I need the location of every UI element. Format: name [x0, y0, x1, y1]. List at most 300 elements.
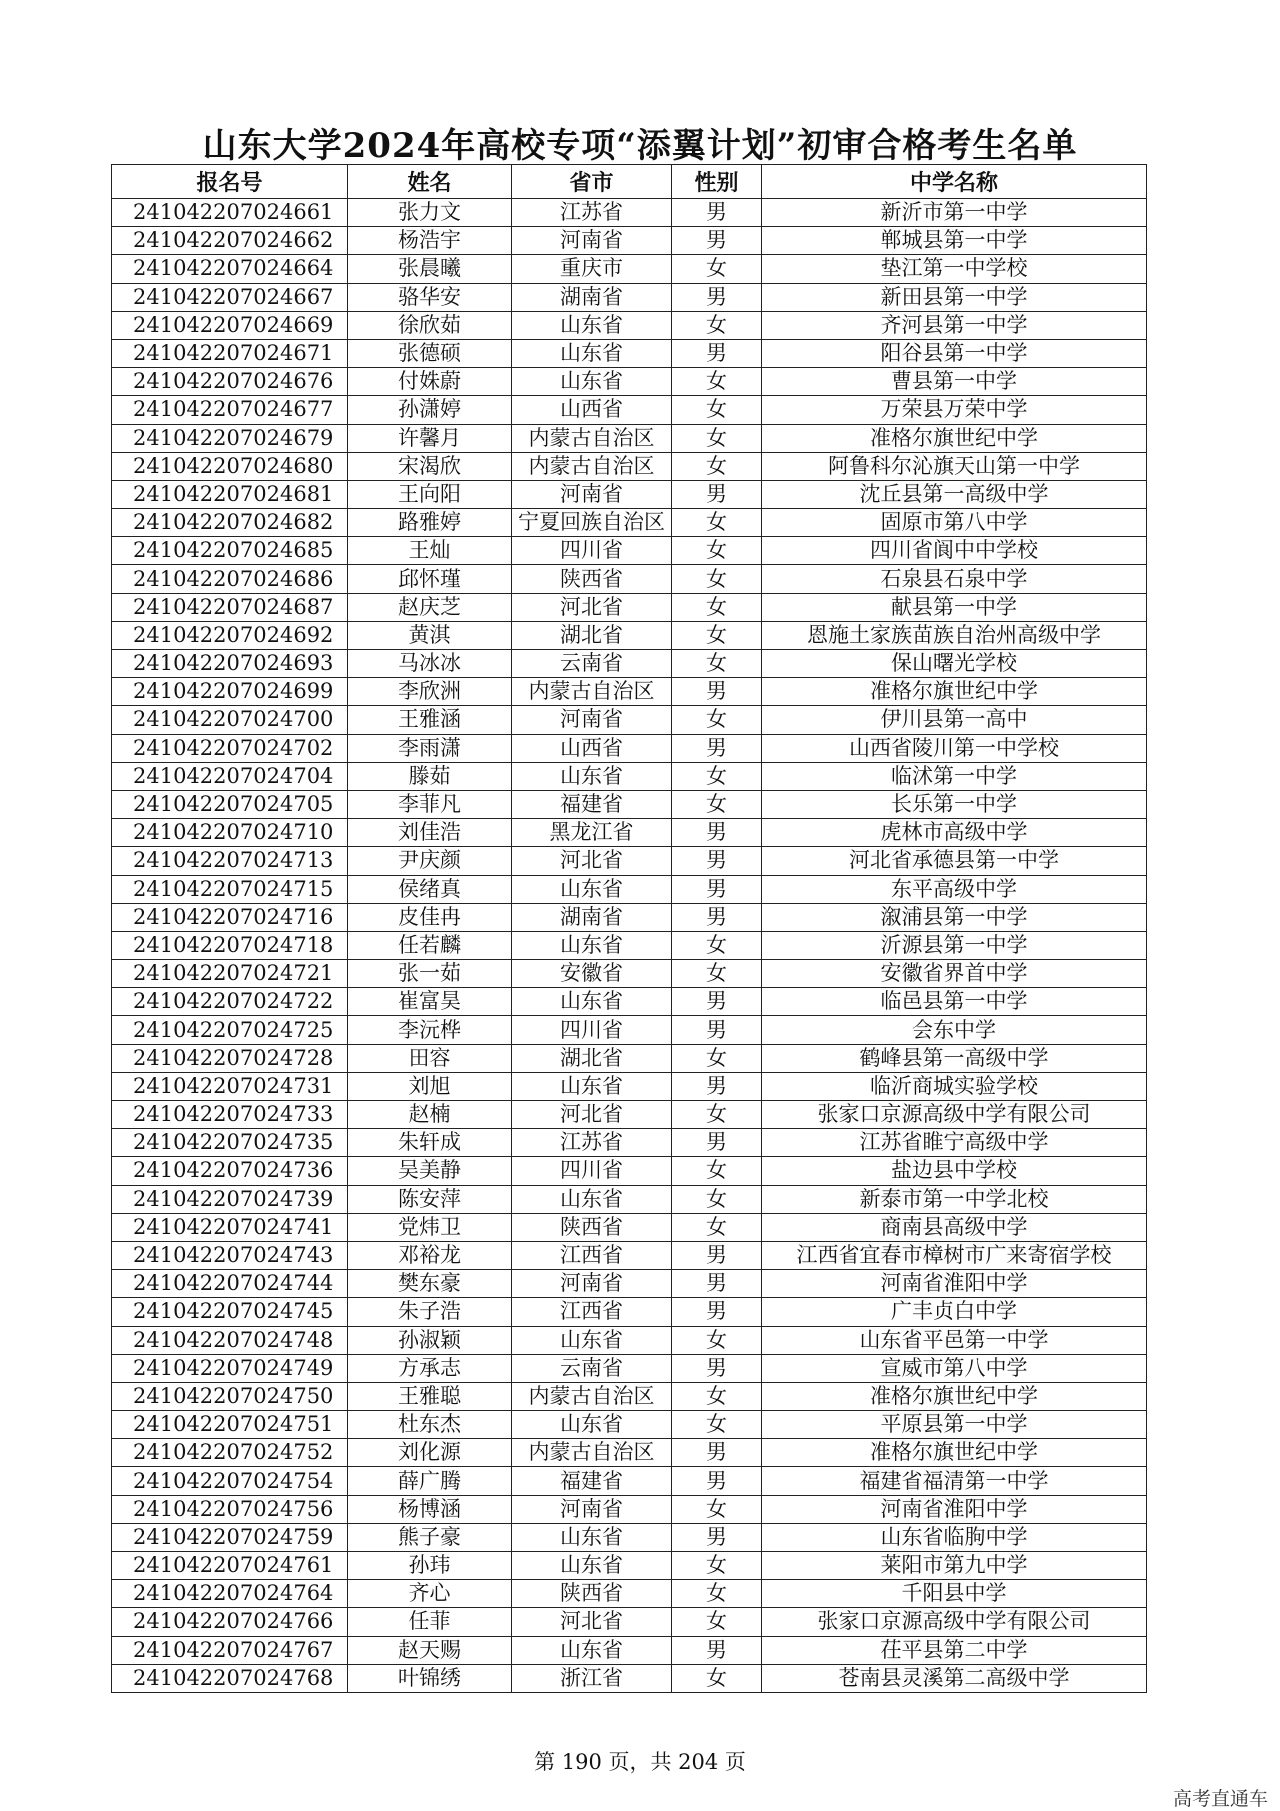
student-name-cell: 滕茹	[348, 762, 512, 790]
gender-cell: 男	[672, 227, 762, 255]
registration-number-cell: 241042207024754	[112, 1467, 348, 1495]
student-name-cell: 熊子豪	[348, 1523, 512, 1551]
student-name-cell: 李沅桦	[348, 1016, 512, 1044]
registration-number-cell: 241042207024667	[112, 283, 348, 311]
registration-number-cell: 241042207024741	[112, 1213, 348, 1241]
school-name-cell: 鹤峰县第一高级中学	[762, 1044, 1147, 1072]
registration-number-cell: 241042207024710	[112, 819, 348, 847]
watermark: 高考直通车	[1172, 1788, 1268, 1810]
gender-cell: 女	[672, 1213, 762, 1241]
student-name-cell: 张力文	[348, 199, 512, 227]
table-row	[112, 339, 1147, 367]
table-row	[112, 227, 1147, 255]
province-cell: 山东省	[512, 1185, 672, 1213]
registration-number-cell: 241042207024699	[112, 678, 348, 706]
student-name-cell: 任若麟	[348, 931, 512, 959]
gender-cell: 女	[672, 650, 762, 678]
gender-cell: 男	[672, 988, 762, 1016]
gender-cell: 女	[672, 424, 762, 452]
school-name-cell: 沂源县第一中学	[762, 931, 1147, 959]
school-name-cell: 茌平县第二中学	[762, 1636, 1147, 1664]
province-cell: 山东省	[512, 1636, 672, 1664]
student-name-cell: 付姝蔚	[348, 368, 512, 396]
registration-number-cell: 241042207024702	[112, 734, 348, 762]
province-cell: 陕西省	[512, 1580, 672, 1608]
registration-number-cell: 241042207024693	[112, 650, 348, 678]
school-name-cell: 虎林市高级中学	[762, 819, 1147, 847]
student-name-cell: 杨浩宇	[348, 227, 512, 255]
school-name-cell: 莱阳市第九中学	[762, 1552, 1147, 1580]
table-row	[112, 1185, 1147, 1213]
province-cell: 河南省	[512, 706, 672, 734]
province-cell: 内蒙古自治区	[512, 1439, 672, 1467]
student-name-cell: 杨博涵	[348, 1495, 512, 1523]
school-name-cell: 新田县第一中学	[762, 283, 1147, 311]
province-cell: 湖北省	[512, 621, 672, 649]
registration-number-cell: 241042207024759	[112, 1523, 348, 1551]
table-row	[112, 931, 1147, 959]
gender-cell: 男	[672, 1636, 762, 1664]
school-name-cell: 准格尔旗世纪中学	[762, 1382, 1147, 1410]
province-cell: 陕西省	[512, 565, 672, 593]
student-name-cell: 黄淇	[348, 621, 512, 649]
registration-number-cell: 241042207024713	[112, 847, 348, 875]
registration-number-cell: 241042207024725	[112, 1016, 348, 1044]
student-name-cell: 孙玮	[348, 1552, 512, 1580]
student-name-cell: 齐心	[348, 1580, 512, 1608]
province-cell: 河北省	[512, 847, 672, 875]
province-cell: 山东省	[512, 931, 672, 959]
table-row	[112, 819, 1147, 847]
table-row	[112, 1664, 1147, 1692]
gender-cell: 男	[672, 1270, 762, 1298]
province-cell: 内蒙古自治区	[512, 1382, 672, 1410]
gender-cell: 女	[672, 1101, 762, 1129]
table-row	[112, 593, 1147, 621]
student-name-cell: 刘化源	[348, 1439, 512, 1467]
gender-cell: 男	[672, 734, 762, 762]
province-cell: 内蒙古自治区	[512, 678, 672, 706]
gender-cell: 女	[672, 960, 762, 988]
table-row	[112, 960, 1147, 988]
school-name-cell: 溆浦县第一中学	[762, 903, 1147, 931]
registration-number-cell: 241042207024728	[112, 1044, 348, 1072]
student-name-cell: 皮佳冉	[348, 903, 512, 931]
gender-cell: 女	[672, 621, 762, 649]
province-cell: 山东省	[512, 311, 672, 339]
student-name-cell: 邓裕龙	[348, 1241, 512, 1269]
province-cell: 山东省	[512, 988, 672, 1016]
table-row	[112, 847, 1147, 875]
gender-cell: 女	[672, 509, 762, 537]
school-name-cell: 河北省承德县第一中学	[762, 847, 1147, 875]
province-cell: 山东省	[512, 339, 672, 367]
school-name-cell: 福建省福清第一中学	[762, 1467, 1147, 1495]
school-name-cell: 阳谷县第一中学	[762, 339, 1147, 367]
school-name-cell: 沈丘县第一高级中学	[762, 480, 1147, 508]
school-name-cell: 宣威市第八中学	[762, 1354, 1147, 1382]
table-row	[112, 762, 1147, 790]
gender-cell: 男	[672, 339, 762, 367]
column-header-gender: 性别	[672, 165, 762, 199]
province-cell: 四川省	[512, 1016, 672, 1044]
table-row	[112, 1439, 1147, 1467]
gender-cell: 女	[672, 452, 762, 480]
school-name-cell: 准格尔旗世纪中学	[762, 424, 1147, 452]
table-row	[112, 565, 1147, 593]
gender-cell: 女	[672, 311, 762, 339]
school-name-cell: 固原市第八中学	[762, 509, 1147, 537]
registration-number-cell: 241042207024682	[112, 509, 348, 537]
table-row	[112, 1495, 1147, 1523]
gender-cell: 女	[672, 1326, 762, 1354]
registration-number-cell: 241042207024764	[112, 1580, 348, 1608]
table-row	[112, 903, 1147, 931]
registration-number-cell: 241042207024662	[112, 227, 348, 255]
table-row	[112, 1411, 1147, 1439]
gender-cell: 女	[672, 565, 762, 593]
province-cell: 湖南省	[512, 903, 672, 931]
province-cell: 四川省	[512, 1157, 672, 1185]
province-cell: 山东省	[512, 1326, 672, 1354]
registration-number-cell: 241042207024681	[112, 480, 348, 508]
registration-number-cell: 241042207024700	[112, 706, 348, 734]
column-header-school: 中学名称	[762, 165, 1147, 199]
province-cell: 山东省	[512, 875, 672, 903]
province-cell: 内蒙古自治区	[512, 452, 672, 480]
gender-cell: 女	[672, 931, 762, 959]
table-row	[112, 1298, 1147, 1326]
registration-number-cell: 241042207024669	[112, 311, 348, 339]
registration-number-cell: 241042207024692	[112, 621, 348, 649]
table-row	[112, 1241, 1147, 1269]
school-name-cell: 临沂商城实验学校	[762, 1072, 1147, 1100]
registration-number-cell: 241042207024677	[112, 396, 348, 424]
page-number: 第 190 页，共 204 页	[534, 1750, 746, 1774]
student-name-cell: 朱子浩	[348, 1298, 512, 1326]
school-name-cell: 盐边县中学校	[762, 1157, 1147, 1185]
student-name-cell: 孙淑颖	[348, 1326, 512, 1354]
registration-number-cell: 241042207024679	[112, 424, 348, 452]
school-name-cell: 张家口京源高级中学有限公司	[762, 1101, 1147, 1129]
table-row	[112, 1608, 1147, 1636]
gender-cell: 女	[672, 1382, 762, 1410]
province-cell: 河南省	[512, 227, 672, 255]
student-name-cell: 邱怀瑾	[348, 565, 512, 593]
registration-number-cell: 241042207024745	[112, 1298, 348, 1326]
student-name-cell: 许馨月	[348, 424, 512, 452]
gender-cell: 女	[672, 1608, 762, 1636]
student-name-cell: 马冰冰	[348, 650, 512, 678]
table-row	[112, 255, 1147, 283]
student-name-cell: 杜东杰	[348, 1411, 512, 1439]
school-name-cell: 新泰市第一中学北校	[762, 1185, 1147, 1213]
student-name-cell: 张德硕	[348, 339, 512, 367]
province-cell: 河南省	[512, 1270, 672, 1298]
gender-cell: 男	[672, 1241, 762, 1269]
province-cell: 江西省	[512, 1298, 672, 1326]
student-name-cell: 路雅婷	[348, 509, 512, 537]
school-name-cell: 东平高级中学	[762, 875, 1147, 903]
school-name-cell: 齐河县第一中学	[762, 311, 1147, 339]
registration-number-cell: 241042207024749	[112, 1354, 348, 1382]
gender-cell: 女	[672, 368, 762, 396]
student-name-cell: 刘旭	[348, 1072, 512, 1100]
gender-cell: 女	[672, 255, 762, 283]
school-name-cell: 献县第一中学	[762, 593, 1147, 621]
province-cell: 云南省	[512, 1354, 672, 1382]
province-cell: 安徽省	[512, 960, 672, 988]
gender-cell: 女	[672, 1044, 762, 1072]
province-cell: 内蒙古自治区	[512, 424, 672, 452]
student-name-cell: 田容	[348, 1044, 512, 1072]
school-name-cell: 张家口京源高级中学有限公司	[762, 1608, 1147, 1636]
gender-cell: 女	[672, 1495, 762, 1523]
school-name-cell: 会东中学	[762, 1016, 1147, 1044]
registration-number-cell: 241042207024671	[112, 339, 348, 367]
school-name-cell: 安徽省界首中学	[762, 960, 1147, 988]
registration-number-cell: 241042207024676	[112, 368, 348, 396]
school-name-cell: 苍南县灵溪第二高级中学	[762, 1664, 1147, 1692]
province-cell: 江苏省	[512, 199, 672, 227]
gender-cell: 女	[672, 1157, 762, 1185]
student-name-cell: 叶锦绣	[348, 1664, 512, 1692]
province-cell: 山西省	[512, 396, 672, 424]
school-name-cell: 郸城县第一中学	[762, 227, 1147, 255]
registration-number-cell: 241042207024735	[112, 1129, 348, 1157]
province-cell: 山西省	[512, 734, 672, 762]
province-cell: 宁夏回族自治区	[512, 509, 672, 537]
registration-number-cell: 241042207024715	[112, 875, 348, 903]
province-cell: 河北省	[512, 593, 672, 621]
student-name-cell: 王向阳	[348, 480, 512, 508]
registration-number-cell: 241042207024767	[112, 1636, 348, 1664]
student-name-cell: 朱轩成	[348, 1129, 512, 1157]
registration-number-cell: 241042207024661	[112, 199, 348, 227]
student-name-cell: 薛广腾	[348, 1467, 512, 1495]
registration-number-cell: 241042207024744	[112, 1270, 348, 1298]
gender-cell: 女	[672, 1552, 762, 1580]
table-row	[112, 1101, 1147, 1129]
province-cell: 四川省	[512, 537, 672, 565]
table-row	[112, 1016, 1147, 1044]
province-cell: 河南省	[512, 480, 672, 508]
registration-number-cell: 241042207024686	[112, 565, 348, 593]
gender-cell: 男	[672, 678, 762, 706]
school-name-cell: 江苏省睢宁高级中学	[762, 1129, 1147, 1157]
school-name-cell: 山东省临朐中学	[762, 1523, 1147, 1551]
province-cell: 山东省	[512, 1523, 672, 1551]
province-cell: 福建省	[512, 1467, 672, 1495]
gender-cell: 男	[672, 480, 762, 508]
table-row	[112, 706, 1147, 734]
registration-number-cell: 241042207024743	[112, 1241, 348, 1269]
gender-cell: 男	[672, 1439, 762, 1467]
school-name-cell: 曹县第一中学	[762, 368, 1147, 396]
school-name-cell: 临沭第一中学	[762, 762, 1147, 790]
school-name-cell: 临邑县第一中学	[762, 988, 1147, 1016]
student-name-cell: 陈安萍	[348, 1185, 512, 1213]
registration-number-cell: 241042207024750	[112, 1382, 348, 1410]
table-row	[112, 1636, 1147, 1664]
registration-number-cell: 241042207024739	[112, 1185, 348, 1213]
school-name-cell: 平原县第一中学	[762, 1411, 1147, 1439]
school-name-cell: 阿鲁科尔沁旗天山第一中学	[762, 452, 1147, 480]
registration-number-cell: 241042207024718	[112, 931, 348, 959]
school-name-cell: 四川省阆中中学校	[762, 537, 1147, 565]
school-name-cell: 长乐第一中学	[762, 790, 1147, 818]
table-row	[112, 650, 1147, 678]
gender-cell: 男	[672, 199, 762, 227]
gender-cell: 男	[672, 1129, 762, 1157]
province-cell: 山东省	[512, 1552, 672, 1580]
province-cell: 黑龙江省	[512, 819, 672, 847]
table-row	[112, 1354, 1147, 1382]
school-name-cell: 伊川县第一高中	[762, 706, 1147, 734]
student-name-cell: 张一茹	[348, 960, 512, 988]
province-cell: 浙江省	[512, 1664, 672, 1692]
gender-cell: 男	[672, 1072, 762, 1100]
gender-cell: 女	[672, 706, 762, 734]
registration-number-cell: 241042207024722	[112, 988, 348, 1016]
province-cell: 山东省	[512, 1411, 672, 1439]
province-cell: 山东省	[512, 368, 672, 396]
student-name-cell: 吴美静	[348, 1157, 512, 1185]
table-row	[112, 452, 1147, 480]
table-row	[112, 424, 1147, 452]
table-row	[112, 537, 1147, 565]
roster-table	[111, 164, 1147, 1693]
registration-number-cell: 241042207024680	[112, 452, 348, 480]
registration-number-cell: 241042207024731	[112, 1072, 348, 1100]
gender-cell: 女	[672, 537, 762, 565]
registration-number-cell: 241042207024768	[112, 1664, 348, 1692]
province-cell: 福建省	[512, 790, 672, 818]
school-name-cell: 万荣县万荣中学	[762, 396, 1147, 424]
province-cell: 山东省	[512, 762, 672, 790]
table-row	[112, 199, 1147, 227]
province-cell: 河南省	[512, 1495, 672, 1523]
student-name-cell: 赵庆芝	[348, 593, 512, 621]
roster-body	[112, 199, 1147, 1693]
student-name-cell: 王灿	[348, 537, 512, 565]
table-row	[112, 621, 1147, 649]
registration-number-cell: 241042207024721	[112, 960, 348, 988]
table-row	[112, 368, 1147, 396]
table-row	[112, 734, 1147, 762]
school-name-cell: 河南省淮阳中学	[762, 1270, 1147, 1298]
gender-cell: 男	[672, 1354, 762, 1382]
gender-cell: 男	[672, 819, 762, 847]
table-row	[112, 678, 1147, 706]
gender-cell: 男	[672, 1467, 762, 1495]
gender-cell: 男	[672, 1523, 762, 1551]
student-name-cell: 李欣洲	[348, 678, 512, 706]
school-name-cell: 恩施土家族苗族自治州高级中学	[762, 621, 1147, 649]
student-name-cell: 党炜卫	[348, 1213, 512, 1241]
table-row	[112, 1044, 1147, 1072]
header-row	[112, 165, 1147, 199]
table-row	[112, 1072, 1147, 1100]
registration-number-cell: 241042207024736	[112, 1157, 348, 1185]
table-row	[112, 311, 1147, 339]
province-cell: 湖北省	[512, 1044, 672, 1072]
student-name-cell: 孙潇婷	[348, 396, 512, 424]
table-row	[112, 1552, 1147, 1580]
student-name-cell: 李菲凡	[348, 790, 512, 818]
student-name-cell: 崔富昊	[348, 988, 512, 1016]
table-row	[112, 1382, 1147, 1410]
column-header-registration-number: 报名号	[112, 165, 348, 199]
table-row	[112, 1580, 1147, 1608]
school-name-cell: 河南省淮阳中学	[762, 1495, 1147, 1523]
gender-cell: 男	[672, 847, 762, 875]
table-row	[112, 509, 1147, 537]
gender-cell: 女	[672, 1664, 762, 1692]
registration-number-cell: 241042207024687	[112, 593, 348, 621]
table-row	[112, 1326, 1147, 1354]
column-header-province: 省市	[512, 165, 672, 199]
province-cell: 云南省	[512, 650, 672, 678]
student-name-cell: 赵天赐	[348, 1636, 512, 1664]
registration-number-cell: 241042207024756	[112, 1495, 348, 1523]
registration-number-cell: 241042207024761	[112, 1552, 348, 1580]
registration-number-cell: 241042207024685	[112, 537, 348, 565]
registration-number-cell: 241042207024705	[112, 790, 348, 818]
student-name-cell: 骆华安	[348, 283, 512, 311]
school-name-cell: 准格尔旗世纪中学	[762, 678, 1147, 706]
student-name-cell: 张晨曦	[348, 255, 512, 283]
province-cell: 湖南省	[512, 283, 672, 311]
table-row	[112, 790, 1147, 818]
province-cell: 河北省	[512, 1608, 672, 1636]
school-name-cell: 江西省宜春市樟树市广来寄宿学校	[762, 1241, 1147, 1269]
gender-cell: 女	[672, 1411, 762, 1439]
province-cell: 江苏省	[512, 1129, 672, 1157]
table-row	[112, 1270, 1147, 1298]
gender-cell: 男	[672, 903, 762, 931]
student-name-cell: 宋渴欣	[348, 452, 512, 480]
school-name-cell: 山西省陵川第一中学校	[762, 734, 1147, 762]
student-name-cell: 樊东豪	[348, 1270, 512, 1298]
table-row	[112, 480, 1147, 508]
student-name-cell: 方承志	[348, 1354, 512, 1382]
registration-number-cell: 241042207024716	[112, 903, 348, 931]
registration-number-cell: 241042207024752	[112, 1439, 348, 1467]
student-name-cell: 尹庆颜	[348, 847, 512, 875]
gender-cell: 女	[672, 790, 762, 818]
table-row	[112, 875, 1147, 903]
gender-cell: 男	[672, 1016, 762, 1044]
school-name-cell: 准格尔旗世纪中学	[762, 1439, 1147, 1467]
province-cell: 江西省	[512, 1241, 672, 1269]
registration-number-cell: 241042207024748	[112, 1326, 348, 1354]
student-name-cell: 徐欣茹	[348, 311, 512, 339]
table-row	[112, 1213, 1147, 1241]
registration-number-cell: 241042207024704	[112, 762, 348, 790]
table-row	[112, 283, 1147, 311]
school-name-cell: 千阳县中学	[762, 1580, 1147, 1608]
province-cell: 重庆市	[512, 255, 672, 283]
school-name-cell: 山东省平邑第一中学	[762, 1326, 1147, 1354]
gender-cell: 女	[672, 1580, 762, 1608]
school-name-cell: 商南县高级中学	[762, 1213, 1147, 1241]
school-name-cell: 保山曙光学校	[762, 650, 1147, 678]
gender-cell: 女	[672, 593, 762, 621]
school-name-cell: 广丰贞白中学	[762, 1298, 1147, 1326]
registration-number-cell: 241042207024751	[112, 1411, 348, 1439]
student-name-cell: 王雅聪	[348, 1382, 512, 1410]
